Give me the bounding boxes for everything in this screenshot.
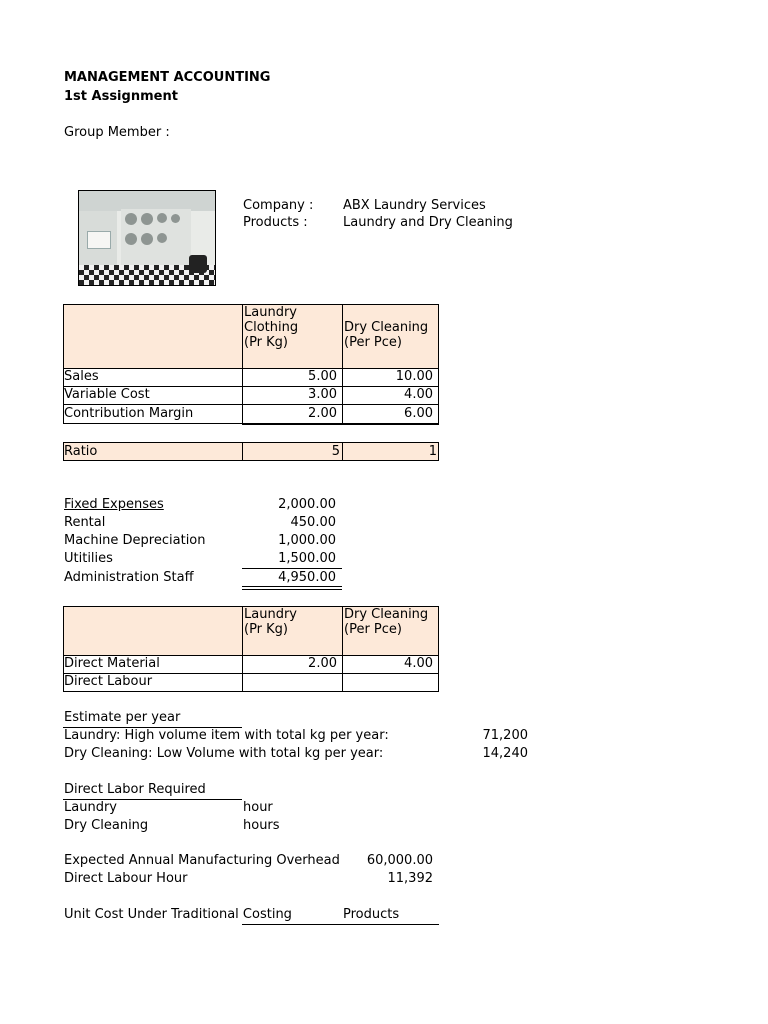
table-row-label: Variable Cost (64, 387, 150, 402)
unit-cost-products: Products (343, 907, 400, 922)
table-row-label: Contribution Margin (64, 406, 194, 421)
table-cell: 5.00 (308, 369, 337, 384)
table-cell: 2.00 (308, 406, 337, 421)
page-title: MANAGEMENT ACCOUNTING (64, 70, 271, 85)
products-value: Laundry and Dry Cleaning (343, 215, 513, 230)
ratio-value-laundry: 5 (331, 444, 340, 459)
table-cell: 4.00 (404, 656, 433, 671)
labor-row-unit: hours (243, 818, 280, 833)
fixed-expenses-title: Fixed Expenses (64, 497, 164, 512)
table1-col1-header: Laundry Clothing (Pr Kg) (244, 305, 299, 350)
estimate-title: Estimate per year (64, 710, 181, 725)
overhead-label: Expected Annual Manufacturing Overhead (64, 853, 340, 868)
laundromat-photo (78, 190, 216, 286)
table-row-label: Direct Labour (64, 674, 153, 689)
estimate-row-value: 71,200 (482, 728, 528, 743)
table1-col2-header: Dry Cleaning (Per Pce) (344, 320, 429, 350)
table-cell: 2.00 (308, 656, 337, 671)
labor-title: Direct Labor Required (64, 782, 206, 797)
page-subtitle: 1st Assignment (64, 89, 178, 104)
fixed-expenses-value: 2,000.00 (278, 497, 336, 512)
products-label: Products : (243, 215, 308, 230)
estimate-row-value: 14,240 (482, 746, 528, 761)
group-member-label: Group Member : (64, 125, 170, 140)
estimate-row-label: Laundry: High volume item with total kg per year: (64, 728, 389, 743)
company-label: Company : (243, 198, 314, 213)
table-cell: 4.00 (404, 387, 433, 402)
table-cell: 10.00 (395, 369, 433, 384)
labor-row-unit: hour (243, 800, 273, 815)
table-cell: 6.00 (404, 406, 433, 421)
fixed-row-value: 1,500.00 (278, 551, 336, 566)
dlh-value: 11,392 (387, 871, 433, 886)
ratio-value-dry-cleaning: 1 (428, 444, 437, 459)
estimate-row-label: Dry Cleaning: Low Volume with total kg per year: (64, 746, 384, 761)
labor-row-label: Dry Cleaning (64, 818, 149, 833)
fixed-row-value: 4,950.00 (278, 570, 336, 585)
dlh-label: Direct Labour Hour (64, 871, 188, 886)
fixed-row-label: Machine Depreciation (64, 533, 206, 548)
fixed-row-value: 1,000.00 (278, 533, 336, 548)
table-row-label: Direct Material (64, 656, 160, 671)
table-cell: 3.00 (308, 387, 337, 402)
labor-row-label: Laundry (64, 800, 117, 815)
unit-cost-label: Unit Cost Under Traditional Costing (64, 907, 292, 922)
overhead-value: 60,000.00 (366, 853, 433, 868)
fixed-row-value: 450.00 (290, 515, 336, 530)
table2-col2-header: Dry Cleaning (Per Pce) (344, 607, 429, 637)
fixed-row-label: Administration Staff (64, 570, 194, 585)
ratio-label: Ratio (64, 444, 98, 459)
fixed-row-label: Utitilies (64, 551, 113, 566)
table2-col1-header: Laundry (Pr Kg) (244, 607, 297, 637)
fixed-row-label: Rental (64, 515, 106, 530)
table-row-label: Sales (64, 369, 99, 384)
company-value: ABX Laundry Services (343, 198, 486, 213)
